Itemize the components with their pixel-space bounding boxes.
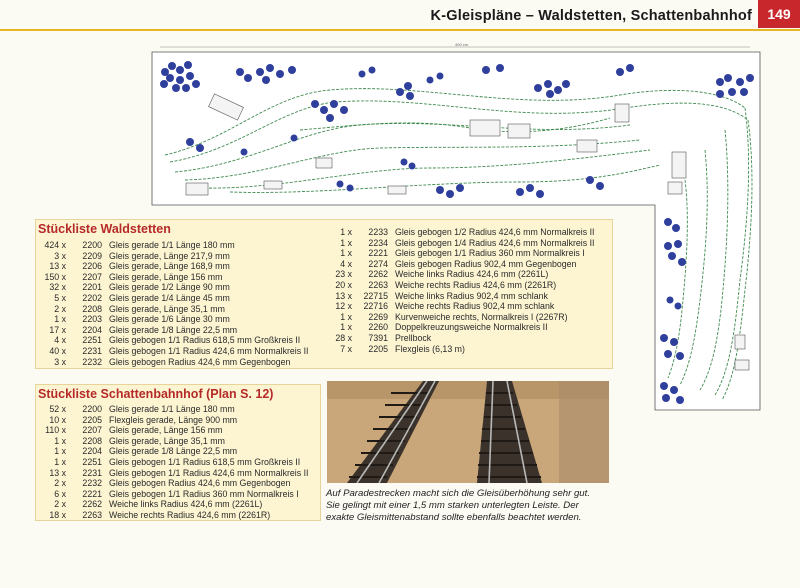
table-row: 7 x 2205 Flexgleis (6,13 m): [340, 343, 465, 354]
table-row: 32 x 2201 Gleis gerade 1/2 Länge 90 mm: [49, 282, 230, 293]
caption-line: exakte Gleismittenabstand sollte ebenfalls beachtet werden.: [326, 512, 582, 523]
table-row: 1 x 2260 Doppelkreuzungsweiche Normalkreis II: [340, 322, 548, 333]
table-row: 17 x 2204 Gleis gerade 1/8 Länge 22,5 mm: [49, 324, 238, 335]
table-row: 13 x 22715 Weiche links Radius 902,4 mm schlank: [335, 290, 548, 301]
table-row: 13 x 2206 Gleis gerade, Länge 168,9 mm: [49, 261, 230, 272]
dimension-label: 400 cm: [455, 42, 469, 47]
table-row: 52 x 2200 Gleis gerade 1/1 Länge 180 mm: [49, 404, 235, 414]
table-row: 10 x 2205 Flexgleis gerade, Länge 900 mm: [49, 414, 238, 425]
table-row: 1 x 2269 Kurvenweiche rechts, Normalkreis I (2267R): [340, 311, 568, 322]
table-row: 1 x 2221 Gleis gebogen 1/1 Radius 360 mm Normalkreis I: [340, 248, 585, 259]
photo-caption: [326, 488, 616, 524]
page-title: K-Gleispläne – Waldstetten, Schattenbahnhof: [430, 8, 752, 24]
table-row: 12 x 22716 Weiche rechts Radius 902,4 mm schlank: [335, 301, 555, 312]
parts-list-schattenbahnhof-rows: [38, 404, 318, 521]
parts-list-waldstetten-title: Stückliste Waldstetten: [38, 222, 171, 236]
table-row: 424 x 2200 Gleis gerade 1/1 Länge 180 mm: [44, 240, 235, 250]
table-row: 1 x 2208 Gleis gerade, Länge 35,1 mm: [54, 435, 225, 446]
table-row: 18 x 2263 Weiche rechts Radius 424,6 mm (2261R): [49, 509, 271, 520]
track-photo: [327, 381, 609, 483]
page-number: 149: [758, 0, 800, 28]
table-row: 1 x 2251 Gleis gebogen 1/1 Radius 618,5 mm Großkreis II: [54, 456, 301, 467]
table-row: 2 x 2232 Gleis gebogen Radius 424,6 mm Gegenbogen: [54, 478, 291, 489]
table-row: 13 x 2231 Gleis gebogen 1/1 Radius 424,6 mm Normalkreis II: [49, 467, 309, 478]
table-row: 1 x 2234 Gleis gebogen 1/4 Radius 424,6 mm Normalkreis II: [340, 237, 595, 248]
table-row: 1 x 2233 Gleis gebogen 1/2 Radius 424,6 mm Normalkreis II: [340, 227, 595, 237]
table-row: 4 x 2251 Gleis gebogen 1/1 Radius 618,5 mm Großkreis II: [54, 335, 301, 346]
table-row: 28 x 7391 Prellbock: [335, 332, 432, 343]
table-row: 3 x 2209 Gleis gerade, Länge 217,9 mm: [54, 250, 230, 261]
caption-line: Auf Paradestrecken macht sich die Gleisüberhöhung sehr gut.: [326, 488, 590, 499]
table-row: 110 x 2207 Gleis gerade, Länge 156 mm: [45, 425, 223, 436]
table-row: 2 x 2262 Weiche links Radius 424,6 mm (2261L): [54, 499, 263, 510]
header-rule: [0, 29, 800, 31]
table-row: 20 x 2263 Weiche rechts Radius 424,6 mm (2261R): [335, 279, 557, 290]
table-row: 23 x 2262 Weiche links Radius 424,6 mm (2261L): [335, 269, 549, 280]
table-row: 1 x 2204 Gleis gerade 1/8 Länge 22,5 mm: [54, 446, 238, 457]
parts-list-waldstetten-right: [324, 227, 609, 354]
table-row: 150 x 2207 Gleis gerade, Länge 156 mm: [44, 271, 223, 282]
parts-list-waldstetten-left: [38, 240, 328, 367]
table-row: 1 x 2203 Gleis gerade 1/6 Länge 30 mm: [54, 314, 230, 325]
table-row: 3 x 2232 Gleis gebogen Radius 424,6 mm Gegenbogen: [54, 356, 291, 367]
table-row: 6 x 2221 Gleis gebogen 1/1 Radius 360 mm Normalkreis I: [54, 488, 299, 499]
table-row: 40 x 2231 Gleis gebogen 1/1 Radius 424,6 mm Normalkreis II: [49, 345, 309, 356]
table-row: 2 x 2208 Gleis gerade, Länge 35,1 mm: [54, 303, 225, 314]
parts-list-schattenbahnhof-title: Stückliste Schattenbahnhof (Plan S. 12): [38, 387, 274, 401]
table-row: 5 x 2202 Gleis gerade 1/4 Länge 45 mm: [54, 292, 230, 303]
table-row: 4 x 2274 Gleis gebogen Radius 902,4 mm Gegenbogen: [340, 258, 577, 269]
caption-line: Sie gelingt mit einer 1,5 mm starken unterlegten Leiste. Der: [326, 500, 579, 511]
